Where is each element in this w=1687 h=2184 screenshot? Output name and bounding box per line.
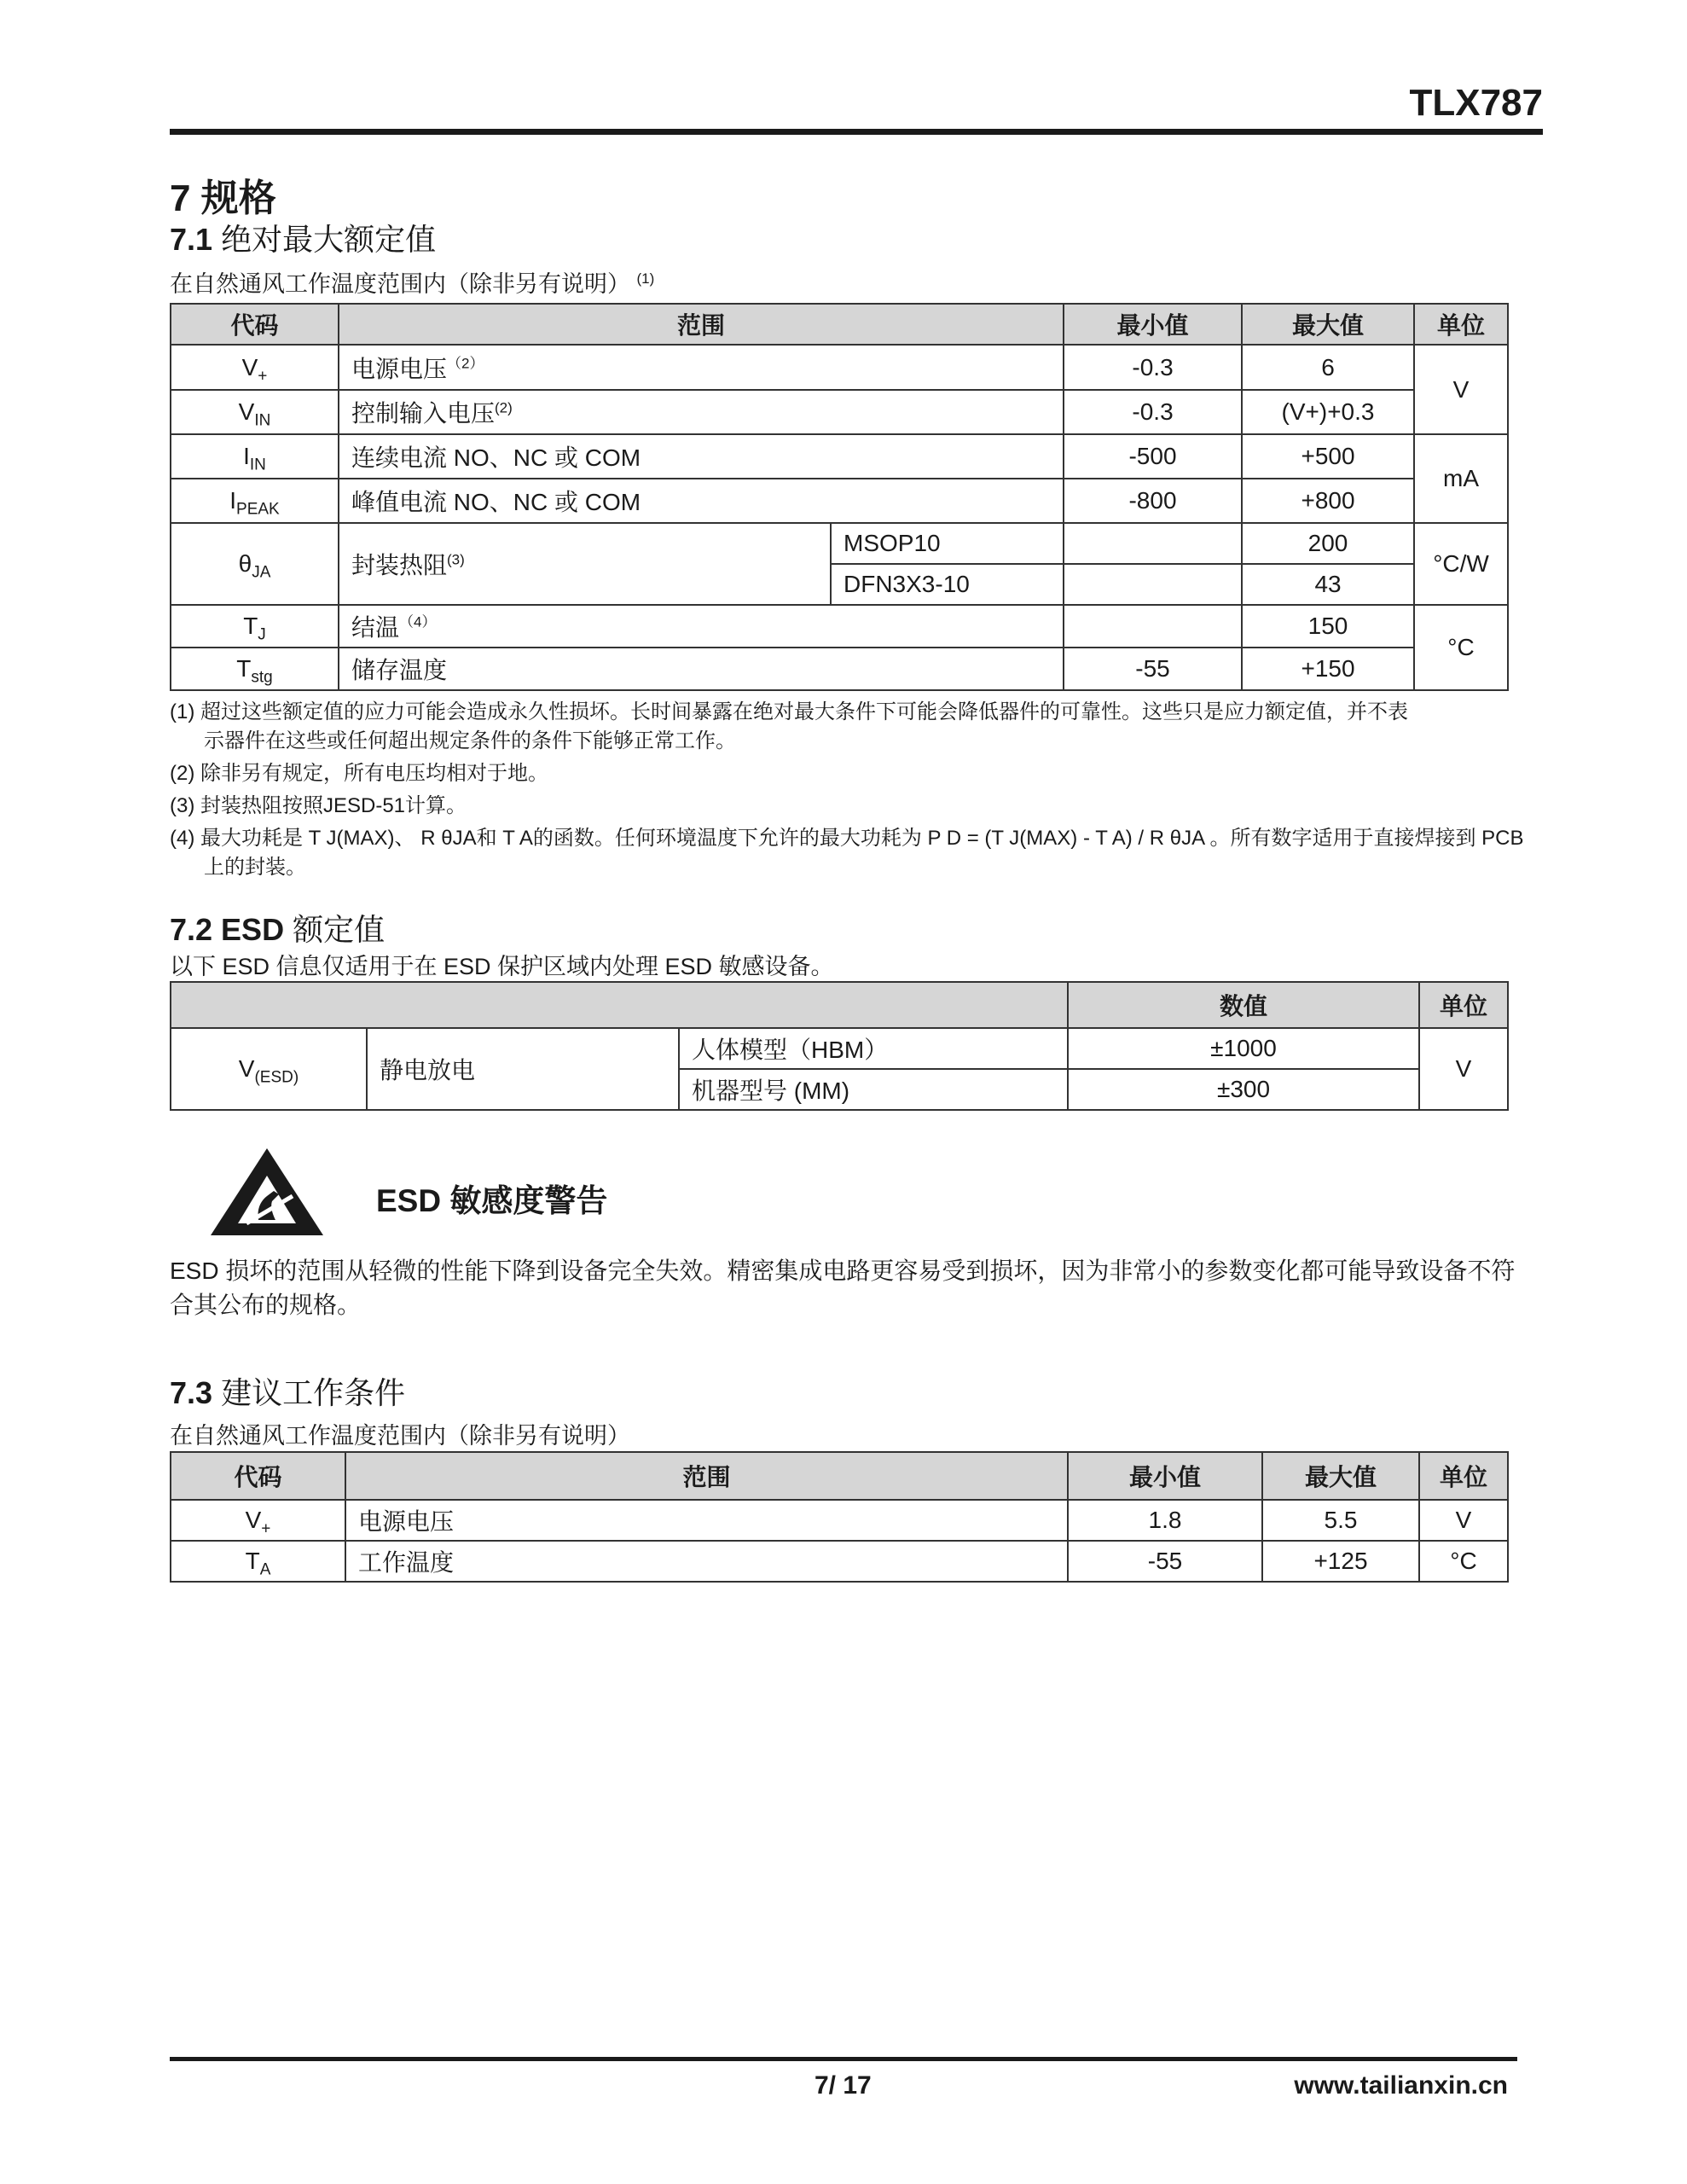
- table-row: [171, 345, 1508, 390]
- max-cell: 43: [1242, 564, 1414, 605]
- symbol: T: [236, 655, 252, 682]
- max-cell: 200: [1242, 523, 1414, 564]
- max-cell: (V+)+0.3: [1242, 390, 1414, 434]
- desc-superscript: （4）: [399, 613, 437, 630]
- footnote-line: (3) 封装热阻按照JESD-51计算。: [170, 794, 467, 817]
- table-row: [171, 605, 1508, 648]
- min-cell: -800: [1064, 479, 1242, 523]
- symbol-cell: [171, 648, 339, 690]
- symbol-subscript: PEAK: [236, 500, 280, 519]
- value-cell: ±300: [1068, 1069, 1419, 1110]
- col-header-unit: 单位: [1419, 982, 1508, 1028]
- table-row: [171, 1541, 1508, 1582]
- unit-cell: °C/W: [1414, 523, 1508, 605]
- col-header-max: 最大值: [1242, 304, 1414, 345]
- desc: 封装热阻: [351, 552, 448, 578]
- footer-rule: [170, 2057, 1517, 2061]
- table-row: [171, 434, 1508, 479]
- col-header-blank: [171, 982, 1068, 1028]
- note-text: 在自然通风工作温度范围内（除非另有说明）: [170, 271, 630, 297]
- symbol: I: [243, 443, 250, 469]
- desc-cell: 电源电压: [345, 1500, 1068, 1541]
- desc-superscript: (3): [447, 551, 465, 568]
- document-part-number: TLX787: [1409, 82, 1543, 124]
- unit-cell: V: [1419, 1500, 1508, 1541]
- table-row: [171, 1500, 1508, 1541]
- col-header-unit: 单位: [1419, 1452, 1508, 1500]
- table-row: [171, 648, 1508, 690]
- col-header-range: 范围: [345, 1452, 1068, 1500]
- s71-conditions-note: [170, 265, 654, 299]
- footnote-line: (2) 除非另有规定，所有电压均相对于地。: [170, 762, 548, 785]
- desc-superscript: （2）: [447, 355, 484, 372]
- table-header-row: [171, 304, 1508, 345]
- max-cell: 150: [1242, 605, 1414, 648]
- subsection-number: 7.3: [170, 1375, 213, 1410]
- table-row: [171, 523, 1508, 564]
- unit-cell: V: [1414, 345, 1508, 434]
- col-header-value: 数值: [1068, 982, 1419, 1028]
- min-cell: [1064, 564, 1242, 605]
- max-cell: +800: [1242, 479, 1414, 523]
- subsection-number: 7.2 ESD: [170, 912, 285, 947]
- page-number: 7/ 17: [815, 2071, 872, 2100]
- min-cell: -55: [1064, 648, 1242, 690]
- symbol-subscript: JA: [252, 563, 271, 582]
- section-title: 7 规格: [170, 177, 276, 219]
- symbol-cell: [171, 479, 339, 523]
- header-rule: [170, 129, 1543, 135]
- table-header-row: [171, 1452, 1508, 1500]
- symbol: V: [238, 1055, 255, 1082]
- symbol-subscript: (ESD): [254, 1068, 299, 1087]
- value-cell: ±1000: [1068, 1028, 1419, 1069]
- col-header-max: 最大值: [1262, 1452, 1419, 1500]
- table-header-row: [171, 982, 1508, 1028]
- col-header-code: 代码: [171, 304, 339, 345]
- symbol-cell: [171, 390, 339, 434]
- symbol: V: [241, 353, 258, 380]
- desc-cell: [339, 523, 831, 605]
- footnotes: [170, 698, 1526, 882]
- package-cell: MSOP10: [831, 523, 1064, 564]
- unit-cell: mA: [1414, 434, 1508, 523]
- s72-note: 以下 ESD 信息仅适用于在 ESD 保护区域内处理 ESD 敏感设备。: [170, 954, 834, 979]
- symbol: T: [245, 1548, 260, 1574]
- subsection-7-2-title: [170, 906, 385, 950]
- max-cell: 5.5: [1262, 1500, 1419, 1541]
- desc: 电源电压: [351, 355, 448, 382]
- subsection-number: 7.1: [170, 222, 213, 257]
- min-cell: -0.3: [1064, 390, 1242, 434]
- min-cell: -500: [1064, 434, 1242, 479]
- max-cell: +500: [1242, 434, 1414, 479]
- symbol: V: [245, 1507, 262, 1533]
- esd-ratings-table: [170, 981, 1509, 1111]
- model-cell: 人体模型（HBM）: [679, 1028, 1068, 1069]
- subsection-7-1-title: [170, 216, 436, 259]
- esd-warning-text: ESD 损坏的范围从轻微的性能下降到设备完全失效。精密集成电路更容易受到损坏，因为非常小的参数变化都可能导致设备不符合其公布的规格。: [170, 1258, 1516, 1318]
- col-header-min: 最小值: [1068, 1452, 1262, 1500]
- symbol-subscript: +: [261, 1519, 271, 1538]
- symbol-subscript: A: [259, 1560, 271, 1579]
- footnote-line: (4) 最大功耗是 T J(MAX)、 R θJA和 T A的函数。任何环境温度下允许的最大功耗为 P D = (T J(MAX) - T A) / R θJA 。所有数字适用于直接焊接到 PCB: [170, 827, 1524, 850]
- subsection-text: 额定值: [293, 912, 386, 947]
- max-cell: +150: [1242, 648, 1414, 690]
- min-cell: 1.8: [1068, 1500, 1262, 1541]
- symbol: I: [229, 487, 237, 514]
- desc-cell: [339, 390, 1064, 434]
- table-row: [171, 1028, 1508, 1069]
- desc-cell: 连续电流 NO、NC 或 COM: [339, 434, 1064, 479]
- s73-conditions-note: 在自然通风工作温度范围内（除非另有说明）: [170, 1423, 630, 1449]
- col-header-code: 代码: [171, 1452, 345, 1500]
- table-row: [171, 479, 1508, 523]
- footnote-line: 上的封装。: [204, 856, 306, 879]
- desc-cell: 工作温度: [345, 1541, 1068, 1582]
- unit-cell: °C: [1419, 1541, 1508, 1582]
- esd-warning-title: ESD 敏感度警告: [376, 1183, 608, 1218]
- symbol: θ: [238, 550, 252, 577]
- footnote-line: 示器件在这些或任何超出规定条件的条件下能够正常工作。: [204, 729, 736, 752]
- table-row: [171, 390, 1508, 434]
- col-header-unit: 单位: [1414, 304, 1508, 345]
- min-cell: -55: [1068, 1541, 1262, 1582]
- symbol-subscript: +: [258, 367, 268, 386]
- recommended-conditions-table: [170, 1451, 1509, 1583]
- min-cell: [1064, 605, 1242, 648]
- desc-cell: 储存温度: [339, 648, 1064, 690]
- subsection-7-3-title: [170, 1369, 405, 1413]
- subsection-text: 建议工作条件: [221, 1375, 406, 1410]
- unit-cell: °C: [1414, 605, 1508, 690]
- col-header-range: 范围: [339, 304, 1064, 345]
- unit-cell: V: [1419, 1028, 1508, 1110]
- col-header-min: 最小值: [1064, 304, 1242, 345]
- symbol-cell: [171, 1500, 345, 1541]
- symbol-cell: [171, 605, 339, 648]
- symbol-cell: [171, 434, 339, 479]
- website-url: www.tailianxin.cn: [1294, 2071, 1508, 2100]
- package-cell: DFN3X3-10: [831, 564, 1064, 605]
- symbol-subscript: IN: [249, 456, 266, 474]
- subsection-text: 绝对最大额定值: [221, 222, 437, 257]
- footnote-line: (1) 超过这些额定值的应力可能会造成永久性损坏。长时间暴露在绝对最大条件下可能会降低器件的可靠性。这些只是应力额定值，并不表: [170, 700, 1408, 723]
- symbol-subscript: IN: [254, 411, 271, 430]
- desc-superscript: (2): [495, 399, 513, 416]
- symbol-cell: [171, 1541, 345, 1582]
- desc: 控制输入电压: [351, 400, 496, 427]
- symbol-subscript: stg: [251, 668, 273, 687]
- note-superscript: (1): [636, 270, 655, 287]
- symbol: T: [243, 613, 258, 639]
- symbol-cell: [171, 523, 339, 605]
- max-cell: 6: [1242, 345, 1414, 390]
- desc-cell: 峰值电流 NO、NC 或 COM: [339, 479, 1064, 523]
- min-cell: -0.3: [1064, 345, 1242, 390]
- desc: 结温: [351, 614, 400, 641]
- max-cell: +125: [1262, 1541, 1419, 1582]
- desc-cell: 静电放电: [367, 1028, 679, 1110]
- symbol-subscript: J: [258, 625, 266, 644]
- symbol-cell: [171, 345, 339, 390]
- symbol: V: [238, 398, 255, 425]
- desc-cell: [339, 605, 1064, 648]
- absolute-max-ratings-table: [170, 303, 1509, 691]
- esd-warning-icon: [207, 1145, 327, 1239]
- model-cell: 机器型号 (MM): [679, 1069, 1068, 1110]
- desc-cell: [339, 345, 1064, 390]
- symbol-cell: [171, 1028, 367, 1110]
- min-cell: [1064, 523, 1242, 564]
